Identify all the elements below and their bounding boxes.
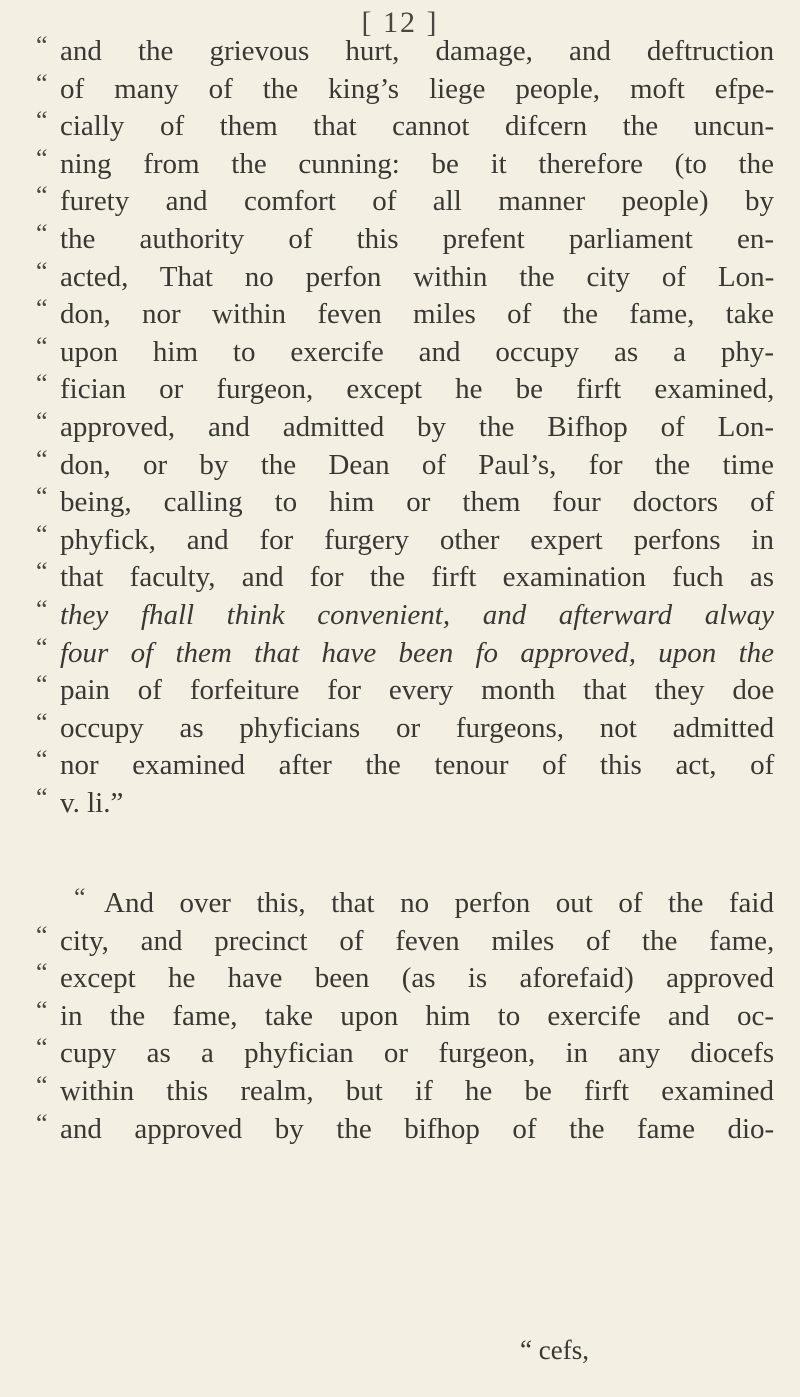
text-line: “ upon him to exercife and occupy as a phy-: [38, 334, 774, 372]
quote-mark: “: [36, 920, 48, 950]
text-line: “ phyfick, and for furgery other expert perfons in: [38, 522, 774, 560]
text-line: “ v. li.”: [38, 785, 774, 823]
quote-mark: “: [36, 256, 48, 286]
quote-mark: “: [36, 1033, 48, 1063]
page-number: [ 12 ]: [361, 6, 439, 39]
quote-mark: “: [36, 331, 48, 361]
text-line: “ nor examined after the tenour of this act, of: [38, 747, 774, 785]
quote-mark: “: [36, 369, 48, 399]
text-line: “ the authority of this prefent parliament en-: [38, 221, 774, 259]
text-line: “ being, calling to him or them four doctors of: [38, 484, 774, 522]
text-line: “ cupy as a phyfician or furgeon, in any diocefs: [38, 1035, 774, 1073]
text-line-italic: “ they fhall think convenient, and afterward alway: [38, 597, 774, 635]
text-line: “ acted, That no perfon within the city of Lon-: [38, 259, 774, 297]
text-line: “ and the grievous hurt, damage, and deftruction: [38, 33, 774, 71]
quote-mark: “: [36, 1070, 48, 1100]
quote-mark: “: [36, 995, 48, 1025]
text-line: “ pain of forfeiture for every month that they doe: [38, 672, 774, 710]
quote-mark: “: [36, 557, 48, 587]
text-line: “ city, and precinct of feven miles of the fame,: [38, 923, 774, 961]
quote-mark: “: [36, 294, 48, 324]
text-line: “ fician or furgeon, except he be firft examined,: [38, 371, 774, 409]
text-line: “ within this realm, but if he be firft examined: [38, 1073, 774, 1111]
quote-mark: “: [36, 106, 48, 136]
text-line: “ ning from the cunning: be it therefore (to the: [38, 146, 774, 184]
text-line: “ of many of the king’s liege people, moft efpe-: [38, 71, 774, 109]
quote-mark: “: [36, 1108, 48, 1138]
quote-mark: “: [36, 143, 48, 173]
text-line: “ except he have been (as is aforefaid) approved: [38, 960, 774, 998]
paragraph-1: [38, 33, 774, 822]
text-line-italic: “ four of them that have been fo approved, upon the: [38, 635, 774, 673]
text-line: “ don, or by the Dean of Paul’s, for the time: [38, 447, 774, 485]
quote-mark: “: [36, 218, 48, 248]
text-line: “ furety and comfort of all manner people) by: [38, 183, 774, 221]
text-line: “ occupy as phyficians or furgeons, not admitted: [38, 710, 774, 748]
quote-mark: “: [36, 482, 48, 512]
text-line: “ cially of them that cannot difcern the uncun-: [38, 108, 774, 146]
quote-mark: “: [36, 632, 48, 662]
quote-mark: “: [36, 670, 48, 700]
text-line: “ and approved by the bifhop of the fame dio-: [38, 1111, 774, 1149]
paragraph-2: [38, 885, 774, 1148]
quote-mark: “: [36, 181, 48, 211]
text-line: “ approved, and admitted by the Bifhop of Lon-: [38, 409, 774, 447]
quote-mark: “: [74, 883, 86, 912]
quote-mark: “: [36, 406, 48, 436]
text-line: “ And over this, that no perfon out of the faid: [38, 885, 774, 923]
quote-mark: “: [36, 68, 48, 98]
text-line: “ that faculty, and for the firft examination fuch as: [38, 559, 774, 597]
quote-mark: “: [36, 519, 48, 549]
quote-mark: “: [36, 444, 48, 474]
quote-mark: “: [36, 594, 48, 624]
quote-mark: “: [36, 958, 48, 988]
quote-mark: “: [36, 31, 48, 60]
quote-mark: “: [36, 782, 48, 812]
catchword: “ cefs,: [520, 1335, 589, 1365]
text-line: “ in the fame, take upon him to exercife and oc-: [38, 998, 774, 1036]
quote-mark: “: [36, 745, 48, 775]
quote-mark: “: [36, 707, 48, 737]
text-line: “ don, nor within feven miles of the fame, take: [38, 296, 774, 334]
